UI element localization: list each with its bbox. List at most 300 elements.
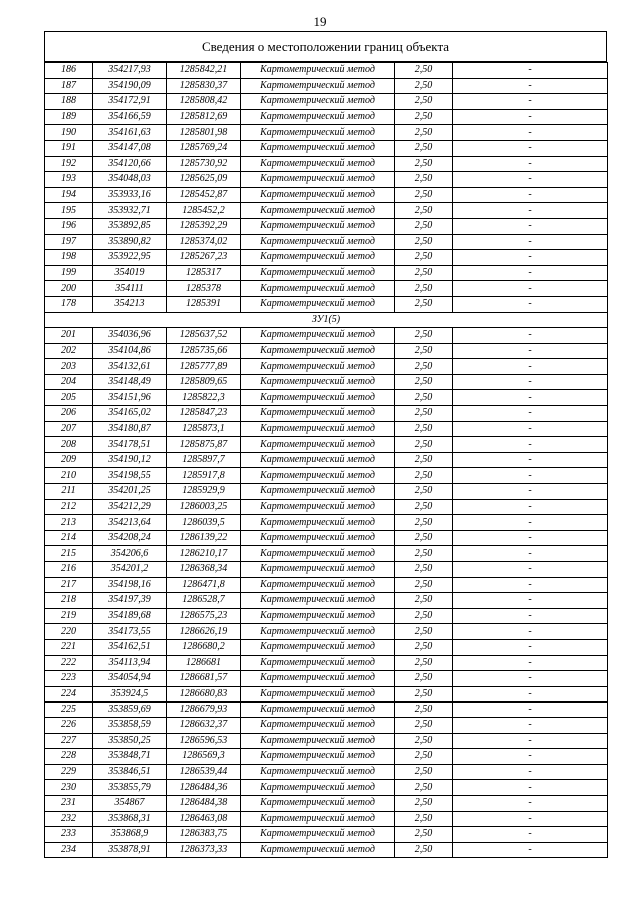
table-row: [45, 608, 608, 624]
y-coordinate-cell: 1286539,44: [167, 764, 241, 780]
method-cell: Картометрический метод: [241, 702, 395, 718]
table-row: [45, 780, 608, 796]
point-number-cell: 193: [45, 172, 93, 188]
x-coordinate-cell: 353848,71: [93, 749, 167, 765]
accuracy-cell: 2,50: [395, 842, 453, 858]
y-coordinate-cell: 1285812,69: [167, 109, 241, 125]
table-row: [45, 234, 608, 250]
table-row: [45, 717, 608, 733]
accuracy-cell: 2,50: [395, 94, 453, 110]
accuracy-cell: 2,50: [395, 63, 453, 79]
point-number-cell: 189: [45, 109, 93, 125]
description-cell: -: [453, 359, 608, 375]
description-cell: -: [453, 499, 608, 515]
table-header-title: Сведения о местоположении границ объекта: [44, 31, 607, 62]
table-row: [45, 406, 608, 422]
accuracy-cell: 2,50: [395, 702, 453, 718]
accuracy-cell: 2,50: [395, 499, 453, 515]
y-coordinate-cell: 1286626,19: [167, 624, 241, 640]
description-cell: -: [453, 546, 608, 562]
table-row: [45, 109, 608, 125]
point-number-cell: 230: [45, 780, 93, 796]
accuracy-cell: 2,50: [395, 125, 453, 141]
method-cell: Картометрический метод: [241, 530, 395, 546]
accuracy-cell: 2,50: [395, 437, 453, 453]
description-cell: -: [453, 343, 608, 359]
description-cell: -: [453, 624, 608, 640]
method-cell: Картометрический метод: [241, 109, 395, 125]
method-cell: Картометрический метод: [241, 390, 395, 406]
x-coordinate-cell: 354113,94: [93, 655, 167, 671]
point-number-cell: 216: [45, 562, 93, 578]
x-coordinate-cell: 353924,5: [93, 686, 167, 702]
description-cell: -: [453, 234, 608, 250]
table-row: [45, 515, 608, 531]
method-cell: Картометрический метод: [241, 328, 395, 344]
method-cell: Картометрический метод: [241, 827, 395, 843]
table-row: [45, 390, 608, 406]
method-cell: Картометрический метод: [241, 343, 395, 359]
description-cell: -: [453, 530, 608, 546]
method-cell: Картометрический метод: [241, 406, 395, 422]
description-cell: -: [453, 452, 608, 468]
description-cell: -: [453, 717, 608, 733]
accuracy-cell: 2,50: [395, 624, 453, 640]
accuracy-cell: 2,50: [395, 359, 453, 375]
y-coordinate-cell: 1286368,34: [167, 562, 241, 578]
accuracy-cell: 2,50: [395, 593, 453, 609]
method-cell: Картометрический метод: [241, 842, 395, 858]
description-cell: -: [453, 374, 608, 390]
accuracy-cell: 2,50: [395, 811, 453, 827]
accuracy-cell: 2,50: [395, 218, 453, 234]
accuracy-cell: 2,50: [395, 546, 453, 562]
y-coordinate-cell: 1285267,23: [167, 250, 241, 266]
description-cell: -: [453, 250, 608, 266]
x-coordinate-cell: 353850,25: [93, 733, 167, 749]
point-number-cell: 207: [45, 421, 93, 437]
accuracy-cell: 2,50: [395, 577, 453, 593]
accuracy-cell: 2,50: [395, 452, 453, 468]
method-cell: Картометрический метод: [241, 172, 395, 188]
description-cell: -: [453, 218, 608, 234]
description-cell: -: [453, 437, 608, 453]
point-number-cell: 220: [45, 624, 93, 640]
method-cell: Картометрический метод: [241, 125, 395, 141]
accuracy-cell: 2,50: [395, 172, 453, 188]
x-coordinate-cell: 354019: [93, 265, 167, 281]
x-coordinate-cell: 354173,55: [93, 624, 167, 640]
y-coordinate-cell: 1285452,2: [167, 203, 241, 219]
table-row: [45, 811, 608, 827]
description-cell: -: [453, 406, 608, 422]
point-number-cell: 231: [45, 795, 93, 811]
method-cell: Картометрический метод: [241, 281, 395, 297]
accuracy-cell: 2,50: [395, 795, 453, 811]
x-coordinate-cell: 354198,55: [93, 468, 167, 484]
y-coordinate-cell: 1285769,24: [167, 140, 241, 156]
method-cell: Картометрический метод: [241, 546, 395, 562]
accuracy-cell: 2,50: [395, 265, 453, 281]
y-coordinate-cell: 1285452,87: [167, 187, 241, 203]
method-cell: Картометрический метод: [241, 359, 395, 375]
x-coordinate-cell: 354036,96: [93, 328, 167, 344]
description-cell: -: [453, 94, 608, 110]
description-cell: -: [453, 671, 608, 687]
x-coordinate-cell: 353855,79: [93, 780, 167, 796]
point-number-cell: 198: [45, 250, 93, 266]
table-row: [45, 265, 608, 281]
accuracy-cell: 2,50: [395, 484, 453, 500]
table-row: [45, 655, 608, 671]
y-coordinate-cell: 1286471,8: [167, 577, 241, 593]
method-cell: Картометрический метод: [241, 250, 395, 266]
y-coordinate-cell: 1286680,2: [167, 639, 241, 655]
point-number-cell: 226: [45, 717, 93, 733]
table-row: [45, 281, 608, 297]
x-coordinate-cell: 354148,49: [93, 374, 167, 390]
y-coordinate-cell: 1285730,92: [167, 156, 241, 172]
description-cell: -: [453, 608, 608, 624]
table-row: [45, 94, 608, 110]
y-coordinate-cell: 1286484,38: [167, 795, 241, 811]
point-number-cell: 190: [45, 125, 93, 141]
coordinates-table-body: [45, 63, 608, 858]
accuracy-cell: 2,50: [395, 78, 453, 94]
table-row: [45, 686, 608, 702]
method-cell: Картометрический метод: [241, 218, 395, 234]
accuracy-cell: 2,50: [395, 717, 453, 733]
point-number-cell: 224: [45, 686, 93, 702]
x-coordinate-cell: 354189,68: [93, 608, 167, 624]
x-coordinate-cell: 354161,63: [93, 125, 167, 141]
table-row: [45, 437, 608, 453]
table-row: [45, 842, 608, 858]
table-row: [45, 484, 608, 500]
point-number-cell: 194: [45, 187, 93, 203]
accuracy-cell: 2,50: [395, 686, 453, 702]
x-coordinate-cell: 354201,2: [93, 562, 167, 578]
method-cell: Картометрический метод: [241, 499, 395, 515]
description-cell: -: [453, 764, 608, 780]
x-coordinate-cell: 354054,94: [93, 671, 167, 687]
point-number-cell: 188: [45, 94, 93, 110]
coordinates-table: [44, 62, 608, 858]
description-cell: -: [453, 655, 608, 671]
method-cell: Картометрический метод: [241, 562, 395, 578]
y-coordinate-cell: 1286383,75: [167, 827, 241, 843]
accuracy-cell: 2,50: [395, 827, 453, 843]
y-coordinate-cell: 1286373,33: [167, 842, 241, 858]
point-number-cell: 229: [45, 764, 93, 780]
description-cell: -: [453, 842, 608, 858]
table-row: [45, 63, 608, 79]
description-cell: -: [453, 702, 608, 718]
y-coordinate-cell: 1285917,8: [167, 468, 241, 484]
method-cell: Картометрический метод: [241, 63, 395, 79]
section-label: ЗУ1(5): [45, 312, 608, 328]
accuracy-cell: 2,50: [395, 406, 453, 422]
method-cell: Картометрический метод: [241, 94, 395, 110]
y-coordinate-cell: 1285809,65: [167, 374, 241, 390]
method-cell: Картометрический метод: [241, 764, 395, 780]
y-coordinate-cell: 1286681,57: [167, 671, 241, 687]
table-row: [45, 359, 608, 375]
point-number-cell: 228: [45, 749, 93, 765]
x-coordinate-cell: 353922,95: [93, 250, 167, 266]
table-row: [45, 639, 608, 655]
table-row: [45, 218, 608, 234]
point-number-cell: 186: [45, 63, 93, 79]
point-number-cell: 187: [45, 78, 93, 94]
point-number-cell: 192: [45, 156, 93, 172]
method-cell: Картометрический метод: [241, 203, 395, 219]
y-coordinate-cell: 1286210,17: [167, 546, 241, 562]
point-number-cell: 206: [45, 406, 93, 422]
y-coordinate-cell: 1285777,89: [167, 359, 241, 375]
table-row: [45, 452, 608, 468]
description-cell: -: [453, 515, 608, 531]
description-cell: -: [453, 125, 608, 141]
x-coordinate-cell: 354111: [93, 281, 167, 297]
x-coordinate-cell: 353932,71: [93, 203, 167, 219]
x-coordinate-cell: 354147,08: [93, 140, 167, 156]
description-cell: -: [453, 811, 608, 827]
description-cell: -: [453, 577, 608, 593]
accuracy-cell: 2,50: [395, 655, 453, 671]
description-cell: -: [453, 733, 608, 749]
method-cell: Картометрический метод: [241, 639, 395, 655]
method-cell: Картометрический метод: [241, 78, 395, 94]
description-cell: -: [453, 780, 608, 796]
point-number-cell: 178: [45, 296, 93, 312]
section-row: [45, 312, 608, 328]
table-row: [45, 172, 608, 188]
y-coordinate-cell: 1285847,23: [167, 406, 241, 422]
description-cell: -: [453, 281, 608, 297]
y-coordinate-cell: 1285637,52: [167, 328, 241, 344]
method-cell: Картометрический метод: [241, 811, 395, 827]
description-cell: -: [453, 265, 608, 281]
accuracy-cell: 2,50: [395, 749, 453, 765]
description-cell: -: [453, 827, 608, 843]
x-coordinate-cell: 354197,39: [93, 593, 167, 609]
y-coordinate-cell: 1285392,29: [167, 218, 241, 234]
accuracy-cell: 2,50: [395, 328, 453, 344]
point-number-cell: 227: [45, 733, 93, 749]
point-number-cell: 217: [45, 577, 93, 593]
point-number-cell: 232: [45, 811, 93, 827]
y-coordinate-cell: 1285374,02: [167, 234, 241, 250]
point-number-cell: 214: [45, 530, 93, 546]
x-coordinate-cell: 354867: [93, 795, 167, 811]
point-number-cell: 204: [45, 374, 93, 390]
point-number-cell: 200: [45, 281, 93, 297]
method-cell: Картометрический метод: [241, 421, 395, 437]
point-number-cell: 233: [45, 827, 93, 843]
table-row: [45, 749, 608, 765]
table-row: [45, 624, 608, 640]
table-row: [45, 702, 608, 718]
table-row: [45, 343, 608, 359]
table-row: [45, 156, 608, 172]
x-coordinate-cell: 354132,61: [93, 359, 167, 375]
table-row: [45, 374, 608, 390]
accuracy-cell: 2,50: [395, 140, 453, 156]
table-row: [45, 827, 608, 843]
description-cell: -: [453, 749, 608, 765]
method-cell: Картометрический метод: [241, 733, 395, 749]
point-number-cell: 223: [45, 671, 93, 687]
description-cell: -: [453, 484, 608, 500]
x-coordinate-cell: 353868,9: [93, 827, 167, 843]
accuracy-cell: 2,50: [395, 296, 453, 312]
y-coordinate-cell: 1286632,37: [167, 717, 241, 733]
method-cell: Картометрический метод: [241, 593, 395, 609]
accuracy-cell: 2,50: [395, 530, 453, 546]
accuracy-cell: 2,50: [395, 671, 453, 687]
point-number-cell: 213: [45, 515, 93, 531]
description-cell: -: [453, 172, 608, 188]
method-cell: Картометрический метод: [241, 624, 395, 640]
y-coordinate-cell: 1286484,36: [167, 780, 241, 796]
point-number-cell: 196: [45, 218, 93, 234]
accuracy-cell: 2,50: [395, 203, 453, 219]
description-cell: -: [453, 63, 608, 79]
description-cell: -: [453, 296, 608, 312]
method-cell: Картометрический метод: [241, 686, 395, 702]
page-number: 19: [313, 14, 327, 29]
table-row: [45, 468, 608, 484]
accuracy-cell: 2,50: [395, 764, 453, 780]
table-row: [45, 140, 608, 156]
x-coordinate-cell: 354212,29: [93, 499, 167, 515]
x-coordinate-cell: 353878,91: [93, 842, 167, 858]
x-coordinate-cell: 354166,59: [93, 109, 167, 125]
description-cell: -: [453, 140, 608, 156]
x-coordinate-cell: 354190,12: [93, 452, 167, 468]
y-coordinate-cell: 1285808,42: [167, 94, 241, 110]
y-coordinate-cell: 1285625,09: [167, 172, 241, 188]
method-cell: Картометрический метод: [241, 515, 395, 531]
y-coordinate-cell: 1286681: [167, 655, 241, 671]
y-coordinate-cell: 1285317: [167, 265, 241, 281]
y-coordinate-cell: 1285897,7: [167, 452, 241, 468]
y-coordinate-cell: 1285873,1: [167, 421, 241, 437]
point-number-cell: 221: [45, 639, 93, 655]
y-coordinate-cell: 1286679,93: [167, 702, 241, 718]
table-row: [45, 546, 608, 562]
table-row: [45, 733, 608, 749]
table-row: [45, 328, 608, 344]
accuracy-cell: 2,50: [395, 250, 453, 266]
description-cell: -: [453, 593, 608, 609]
y-coordinate-cell: 1286139,22: [167, 530, 241, 546]
accuracy-cell: 2,50: [395, 733, 453, 749]
x-coordinate-cell: 354208,24: [93, 530, 167, 546]
description-cell: -: [453, 421, 608, 437]
x-coordinate-cell: 354213,64: [93, 515, 167, 531]
point-number-cell: 195: [45, 203, 93, 219]
x-coordinate-cell: 354151,96: [93, 390, 167, 406]
accuracy-cell: 2,50: [395, 234, 453, 250]
y-coordinate-cell: 1285842,21: [167, 63, 241, 79]
method-cell: Картометрический метод: [241, 577, 395, 593]
y-coordinate-cell: 1285378: [167, 281, 241, 297]
x-coordinate-cell: 354104,86: [93, 343, 167, 359]
method-cell: Картометрический метод: [241, 156, 395, 172]
accuracy-cell: 2,50: [395, 780, 453, 796]
x-coordinate-cell: 354180,87: [93, 421, 167, 437]
method-cell: Картометрический метод: [241, 265, 395, 281]
description-cell: -: [453, 468, 608, 484]
x-coordinate-cell: 354217,93: [93, 63, 167, 79]
description-cell: -: [453, 187, 608, 203]
table-row: [45, 499, 608, 515]
x-coordinate-cell: 354172,91: [93, 94, 167, 110]
description-cell: -: [453, 686, 608, 702]
accuracy-cell: 2,50: [395, 608, 453, 624]
method-cell: Картометрический метод: [241, 468, 395, 484]
y-coordinate-cell: 1286569,3: [167, 749, 241, 765]
method-cell: Картометрический метод: [241, 374, 395, 390]
point-number-cell: 218: [45, 593, 93, 609]
accuracy-cell: 2,50: [395, 515, 453, 531]
accuracy-cell: 2,50: [395, 390, 453, 406]
method-cell: Картометрический метод: [241, 749, 395, 765]
method-cell: Картометрический метод: [241, 717, 395, 733]
y-coordinate-cell: 1285830,37: [167, 78, 241, 94]
method-cell: Картометрический метод: [241, 655, 395, 671]
point-number-cell: 211: [45, 484, 93, 500]
y-coordinate-cell: 1286596,53: [167, 733, 241, 749]
y-coordinate-cell: 1286039,5: [167, 515, 241, 531]
x-coordinate-cell: 354048,03: [93, 172, 167, 188]
method-cell: Картометрический метод: [241, 671, 395, 687]
point-number-cell: 202: [45, 343, 93, 359]
x-coordinate-cell: 354165,02: [93, 406, 167, 422]
x-coordinate-cell: 353858,59: [93, 717, 167, 733]
table-row: [45, 250, 608, 266]
method-cell: Картометрический метод: [241, 437, 395, 453]
table-row: [45, 593, 608, 609]
point-number-cell: 201: [45, 328, 93, 344]
description-cell: -: [453, 109, 608, 125]
table-row: [45, 296, 608, 312]
table-row: [45, 562, 608, 578]
point-number-cell: 203: [45, 359, 93, 375]
x-coordinate-cell: 353933,16: [93, 187, 167, 203]
method-cell: Картометрический метод: [241, 187, 395, 203]
description-cell: -: [453, 390, 608, 406]
accuracy-cell: 2,50: [395, 562, 453, 578]
description-cell: -: [453, 639, 608, 655]
x-coordinate-cell: 354162,51: [93, 639, 167, 655]
x-coordinate-cell: 353868,31: [93, 811, 167, 827]
accuracy-cell: 2,50: [395, 187, 453, 203]
description-cell: -: [453, 203, 608, 219]
method-cell: Картометрический метод: [241, 780, 395, 796]
method-cell: Картометрический метод: [241, 140, 395, 156]
table-row: [45, 78, 608, 94]
method-cell: Картометрический метод: [241, 484, 395, 500]
table-row: [45, 671, 608, 687]
accuracy-cell: 2,50: [395, 468, 453, 484]
x-coordinate-cell: 354206,6: [93, 546, 167, 562]
x-coordinate-cell: 354190,09: [93, 78, 167, 94]
y-coordinate-cell: 1285801,98: [167, 125, 241, 141]
method-cell: Картометрический метод: [241, 234, 395, 250]
